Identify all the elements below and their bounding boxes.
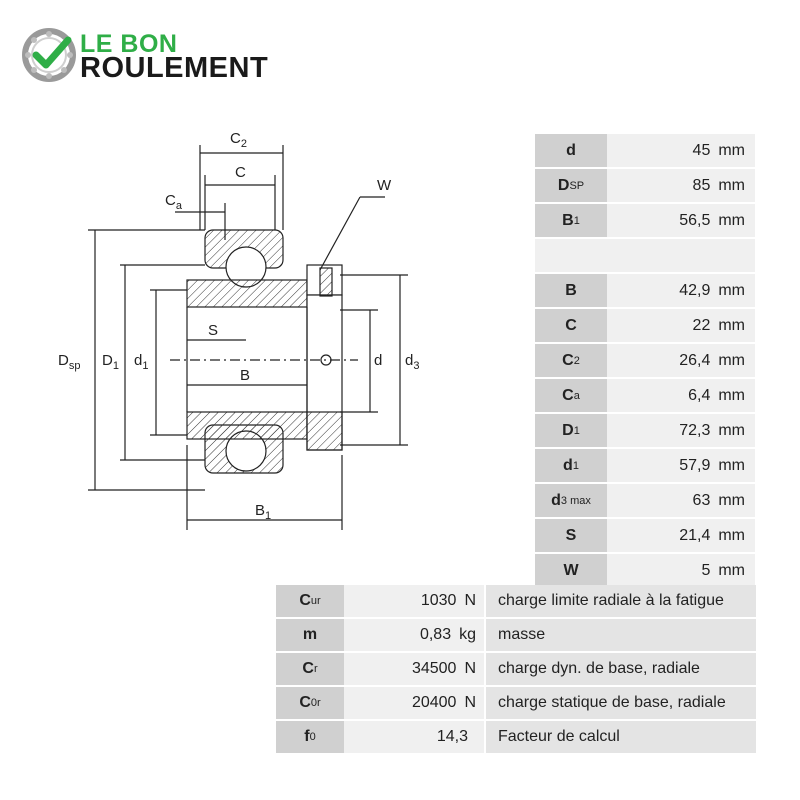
dim-key: W — [535, 554, 607, 587]
load-key: C ur — [276, 585, 344, 617]
load-description: charge statique de base, radiale — [484, 687, 756, 719]
dim-row-dsp — [535, 169, 755, 204]
label-d1-lower: $d_1$ — [134, 352, 149, 372]
dim-value: 42,9 mm — [607, 274, 755, 307]
dim-key: d 3 max — [535, 484, 607, 517]
load-key: m — [276, 619, 344, 651]
load-row-f0 — [276, 721, 756, 755]
dim-value: 72,3 mm — [607, 414, 755, 447]
label-d: d — [374, 352, 383, 369]
dim-key: C — [535, 309, 607, 342]
dim-row-d1-upper — [535, 414, 755, 449]
dim-value: 6,4 mm — [607, 379, 755, 412]
load-key: f 0 — [276, 721, 344, 753]
logo-line-2: ROULEMENT — [80, 52, 269, 84]
dim-row-d — [535, 134, 755, 169]
dim-key: d — [535, 134, 607, 167]
dim-value: 21,4 mm — [607, 519, 755, 552]
dim-key: B 1 — [535, 204, 607, 237]
dim-key: B — [535, 274, 607, 307]
dim-separator — [535, 239, 755, 274]
load-value: 20400 N — [344, 687, 484, 719]
dim-value: 57,9 mm — [607, 449, 755, 482]
label-b1: $B_1$ — [255, 502, 272, 522]
load-value: 14,3 — [344, 721, 484, 753]
load-row-c0r — [276, 687, 756, 721]
label-ca: $C_a$ — [165, 192, 182, 212]
dim-key: C a — [535, 379, 607, 412]
dim-row-b1 — [535, 204, 755, 239]
load-value: 0,83 kg — [344, 619, 484, 651]
dim-row-d1-lower — [535, 449, 755, 484]
load-key: C 0r — [276, 687, 344, 719]
dim-row-c2 — [535, 344, 755, 379]
load-key: C r — [276, 653, 344, 685]
dimensions-table — [535, 134, 755, 589]
load-value: 1030 N — [344, 585, 484, 617]
dim-value: 85 mm — [607, 169, 755, 202]
label-d1-upper: $D_1$ — [102, 352, 119, 372]
dim-key: D SP — [535, 169, 607, 202]
load-row-cur — [276, 585, 756, 619]
load-description: charge limite radiale à la fatigue — [484, 585, 756, 617]
dim-value: 26,4 mm — [607, 344, 755, 377]
load-value: 34500 N — [344, 653, 484, 685]
load-description: charge dyn. de base, radiale — [484, 653, 756, 685]
dim-key: d 1 — [535, 449, 607, 482]
dim-value: 22 mm — [607, 309, 755, 342]
dim-row-w — [535, 554, 755, 589]
dim-value: 56,5 mm — [607, 204, 755, 237]
dim-row-b — [535, 274, 755, 309]
dim-row-s — [535, 519, 755, 554]
logo-line-1: LE BON — [80, 30, 178, 58]
label-d3: $d_3$ — [405, 352, 420, 372]
brand-logo — [22, 28, 302, 84]
load-description: masse — [484, 619, 756, 651]
dim-value: 63 mm — [607, 484, 755, 517]
dim-row-c — [535, 309, 755, 344]
label-c: C — [235, 164, 246, 181]
label-b: B — [240, 367, 251, 384]
load-description: Facteur de calcul — [484, 721, 756, 753]
load-ratings-table — [276, 585, 756, 755]
label-s: S — [208, 322, 219, 339]
label-w: W — [377, 177, 392, 194]
label-c2: $C_2$ — [230, 130, 247, 150]
dim-key: S — [535, 519, 607, 552]
dim-key: D 1 — [535, 414, 607, 447]
dim-row-d3max — [535, 484, 755, 519]
dim-key: C 2 — [535, 344, 607, 377]
bearing-cross-section-drawing — [40, 115, 460, 535]
dim-value: 5 mm — [607, 554, 755, 587]
bearing-check-icon — [22, 28, 76, 82]
load-row-cr — [276, 653, 756, 687]
dim-value: 45 mm — [607, 134, 755, 167]
label-dsp: $D_{sp}$ — [58, 352, 81, 372]
load-row-m — [276, 619, 756, 653]
dim-row-ca — [535, 379, 755, 414]
